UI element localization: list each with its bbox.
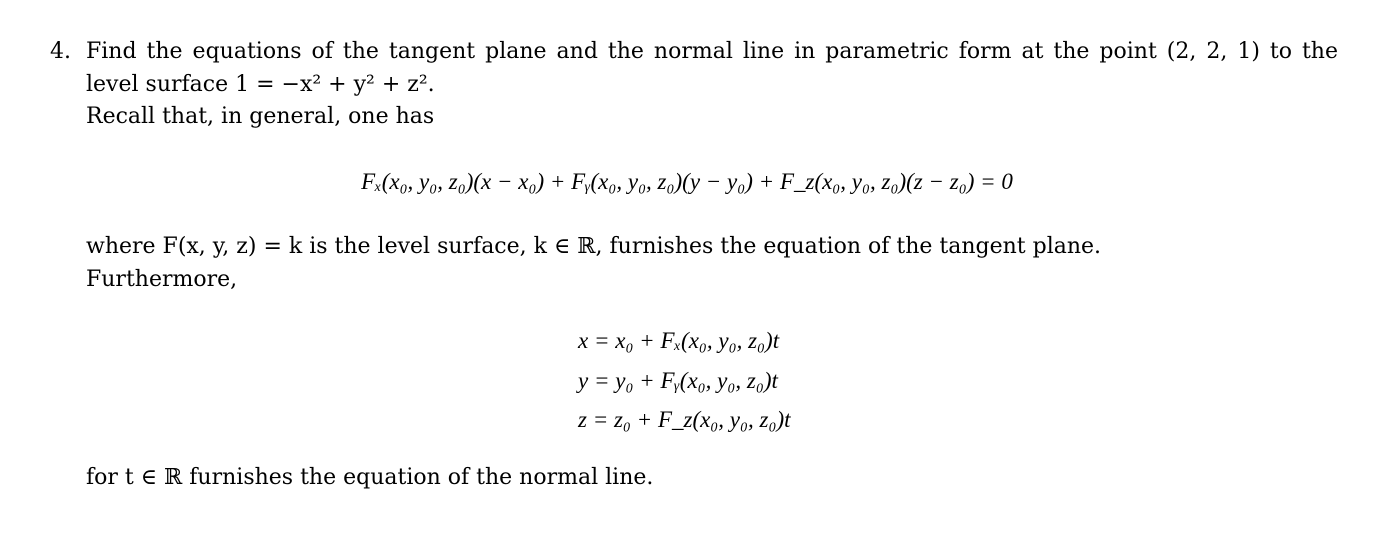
- normal-line-y-equation: y = y₀ + Fᵧ(x₀, y₀, z₀)t: [578, 368, 778, 393]
- recall-text: Recall that, in general, one has: [86, 104, 435, 129]
- level-surface-explanation: where F(x, y, z) = k is the level surface, k ∈ ℝ, furnishes the equation of the tangent plane.: [86, 234, 1102, 259]
- problem-statement-line-1: Find the equations of the tangent plane and the normal line in parametric form at the point (2, 2, 1) to the: [86, 39, 1338, 64]
- normal-line-x-equation: x = x₀ + Fₓ(x₀, y₀, z₀)t: [578, 328, 780, 353]
- normal-line-z-equation: z = z₀ + F_z(x₀, y₀, z₀)t: [578, 407, 791, 432]
- tangent-plane-equation: Fₓ(x₀, y₀, z₀)(x − x₀) + Fᵧ(x₀, y₀, z₀)(y − y₀) + F_z(x₀, y₀, z₀)(z − z₀) = 0: [361, 169, 1013, 194]
- furthermore-text: Furthermore,: [86, 267, 238, 292]
- problem-number: 4.: [50, 39, 71, 64]
- problem-statement-line-2: level surface 1 = −x² + y² + z².: [86, 72, 435, 97]
- closing-text: for t ∈ ℝ furnishes the equation of the normal line.: [86, 465, 654, 490]
